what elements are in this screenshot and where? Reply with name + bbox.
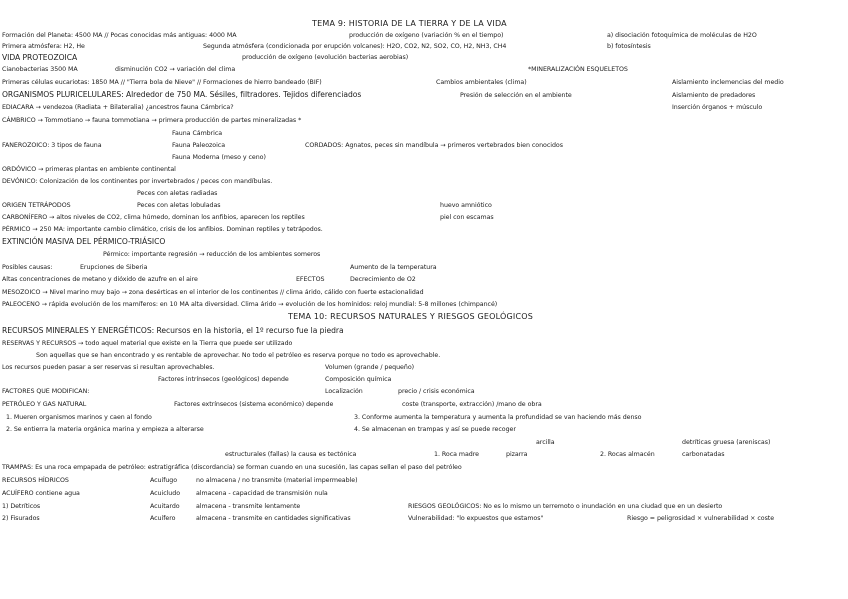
paso-4: 4. Se almacenan en trampas y así se puede recoger (354, 426, 516, 433)
acuifero: Acuífero (150, 515, 176, 522)
aislamiento-predadores: Aislamiento de predadores (672, 92, 756, 99)
efectos: EFECTOS (296, 276, 325, 283)
decrecimiento-o2: Decrecimiento de O2 (350, 276, 416, 283)
acuitardo: Acuitardo (150, 503, 180, 510)
fauna-paleozoica: Fauna Paleozoica (172, 142, 226, 149)
factores-modifican: FACTORES QUE MODIFICAN: (2, 388, 90, 395)
detriticos: 1) Detríticos (2, 503, 41, 510)
riesgos-geologicos: RIESGOS GEOLÓGICOS: No es lo mismo un terremoto o inundación en una ciudad que en un desierto (408, 503, 723, 510)
extincion-masiva: EXTINCIÓN MASIVA DEL PÉRMICO-TRIÁSICO (2, 237, 166, 246)
estructurales: estructurales (fallas) la causa es tectónica (225, 451, 357, 458)
almacena-capacidad: almacena - capacidad de transmisión nula (196, 490, 328, 497)
riesgo-formula: Riesgo = peligrosidad × vulnerabilidad × coste (627, 515, 775, 522)
paso-2: 2. Se entierra la materia orgánica marina y empieza a alterarse (6, 426, 204, 433)
recursos-hidricos: RECURSOS HÍDRICOS (2, 477, 69, 484)
huevo-amniotico: huevo amniótico (440, 202, 492, 209)
presion-seleccion: Presión de selección en el ambiente (460, 92, 572, 99)
son-aquellas: Son aquellas que se han encontrado y es rentable de aprovechar. No todo el petróleo es reserva porque no todo es aprovechable. (36, 352, 441, 359)
precio: precio / crisis económica (398, 388, 475, 395)
primera-atmosfera: Primera atmósfera: H2, He (2, 43, 85, 50)
fotosintesis: b) fotosíntesis (607, 43, 651, 50)
cianobacterias: Cianobacterias 3500 MA (2, 66, 78, 73)
roca-madre: 1. Roca madre (434, 451, 479, 458)
recursos-pueden: Los recursos pueden pasar a ser reservas si resultan aprovechables. (2, 364, 215, 371)
localizacion: Localización (325, 388, 363, 395)
peces-radiadas: Peces con aletas radiadas (137, 190, 218, 197)
vulnerabilidad: Vulnerabilidad: "lo expuestos que estamos" (408, 515, 544, 522)
permico: PÉRMICO → 250 MA: importante cambio climático, crisis de los anfibios. Dominan reptiles y tetrápodos. (2, 226, 323, 233)
aumento-temperatura: Aumento de la temperatura (350, 264, 437, 271)
disociacion: a) disociación fotoquímica de moléculas de H2O (607, 32, 757, 39)
trampas: TRAMPAS: Es una roca empapada de petróleo: estratigráfica (discordancia) se forman cuando en una sucesión, las capas sellan el paso del petróleo (2, 464, 462, 471)
altas-concentraciones: Altas concentraciones de metano y dióxido de azufre en el aire (2, 276, 198, 283)
organismos-pluricelulares: ORGANISMOS PLURICELULARES: Alrededor de 750 MA. Sésiles, filtradores. Tejidos diferenciados (2, 90, 362, 99)
disminucion-co2: disminución CO2 → variación del clima (115, 66, 236, 73)
fauna-cambrica: Fauna Cámbrica (172, 130, 223, 137)
petroleo-gas: PETRÓLEO Y GAS NATURAL (2, 401, 87, 408)
erupciones-siberia: Erupciones de Siberia (80, 264, 148, 271)
acuifero-contiene: ACUÍFERO contiene agua (2, 490, 80, 497)
almacena-lento: almacena - transmite lentamente (196, 503, 301, 510)
posibles-causas: Posibles causas: (2, 264, 53, 271)
segunda-atmosfera: Segunda atmósfera (condicionada por erupción volcanes): H2O, CO2, N2, SO2, CO, H2, NH3, CH4 (203, 43, 507, 50)
mesozoico: MESOZOICO → Nivel marino muy bajo → zona desérticas en el interior de los continentes // clima árido, cálido con fuerte estacionalidad (2, 289, 424, 296)
no-almacena: no almacena / no transmite (material impermeable) (196, 477, 358, 484)
aislamiento-medio: Aislamiento inclemencias del medio (672, 79, 784, 86)
piel-escamas: piel con escamas (440, 214, 494, 221)
paleoceno: PALEOCENO → rápida evolución de los mamíferos: en 10 MA alta diversidad. Clima árido → evolución de los homínidos: reloj mundial: 5-8 millones (chimpancé) (2, 301, 498, 308)
produccion-bacterias: producción de oxígeno (evolución bacterias aerobias) (242, 54, 409, 61)
detriticas-gruesa: detríticas gruesa (areniscas) (682, 439, 771, 446)
volumen: Volumen (grande / pequeño) (325, 364, 415, 371)
ediacara: EDIACARA → vendezoa (Radiata + Bilateralia) ¿ancestros fauna Cámbrica? (2, 104, 234, 111)
reservas-recursos: RESERVAS Y RECURSOS → todo aquel material que existe en la Tierra que puede ser utilizado (2, 340, 293, 347)
cordados: CORDADOS: Agnatos, peces sin mandíbula → primeros vertebrados bien conocidos (305, 142, 563, 149)
ordovicico: ORDÓVICO → primeras plantas en ambiente continental (2, 166, 176, 173)
acuicludo: Acuicludo (150, 490, 181, 497)
cambios-ambientales: Cambios ambientales (clima) (436, 79, 527, 86)
almacena-significativas: almacena - transmite en cantidades significativas (196, 515, 351, 522)
produccion-oxigeno: producción de oxígeno (variación % en el tiempo) (349, 32, 504, 39)
cambrico: CÁMBRICO → Tommotiano → fauna tommotiana → primera producción de partes mineralizadas * (2, 117, 302, 124)
factores-intrinsecos: Factores intrínsecos (geológicos) depende (158, 376, 289, 383)
paso-1: 1. Mueren organismos marinos y caen al fondo (6, 414, 152, 421)
primeras-celulas: Primeras células eucariotas: 1850 MA // "Tierra bola de Nieve" // Formaciones de hierro bandeado (BIF) (2, 79, 322, 86)
factores-extrinsecos: Factores extrínsecos (sistema económico) depende (174, 401, 334, 408)
devonico: DEVÓNICO: Colonización de los continentes por invertebrados / peces con mandíbulas. (2, 178, 273, 185)
carbonifero: CARBONÍFERO → altos niveles de CO2, clima húmedo, dominan los anfibios, aparecen los reptiles (2, 214, 305, 221)
peces-lobuladas: Peces con aletas lobuladas (137, 202, 221, 209)
carbonatadas: carbonatadas (682, 451, 725, 458)
fisurados: 2) Fisurados (2, 515, 40, 522)
formacion-planeta: Formación del Planeta: 4500 MA // Pocas conocidas más antiguas: 4000 MA (2, 32, 237, 39)
fauna-moderna: Fauna Moderna (meso y ceno) (172, 154, 266, 161)
coste: coste (transporte, extracción) /mano de obra (402, 401, 542, 408)
insercion-organos: Inserción órganos + músculo (672, 104, 763, 111)
vida-proterozoica: VIDA PROTEOZOICA (2, 53, 78, 62)
mineralizacion: *MINERALIZACIÓN ESQUELETOS (528, 66, 628, 73)
composicion-quimica: Composición química (325, 376, 392, 383)
arcilla: arcilla (536, 439, 555, 446)
recursos-minerales: RECURSOS MINERALES Y ENERGÉTICOS: Recursos en la historia, el 1º recurso fue la piedra (2, 326, 344, 335)
origen-tetrapodos: ORIGEN TETRÁPODOS (2, 202, 71, 209)
paso-3: 3. Conforme aumenta la temperatura y aumenta la profundidad se van haciendo más denso (354, 414, 642, 421)
acuifugo: Acuífugo (150, 477, 178, 484)
fanerozoico: FANEROZOICO: 3 tipos de fauna (2, 142, 102, 149)
rocas-almacen: 2. Rocas almacén (600, 451, 655, 458)
permico-regresion: Pérmico: importante regresión → reducción de los ambientes someros (103, 251, 321, 258)
tema9-title: TEMA 9: HISTORIA DE LA TIERRA Y DE LA VIDA (312, 19, 507, 28)
tema10-title: TEMA 10: RECURSOS NATURALES Y RIESGOS GEOLÓGICOS (288, 312, 534, 321)
pizarra: pizarra (506, 451, 528, 458)
